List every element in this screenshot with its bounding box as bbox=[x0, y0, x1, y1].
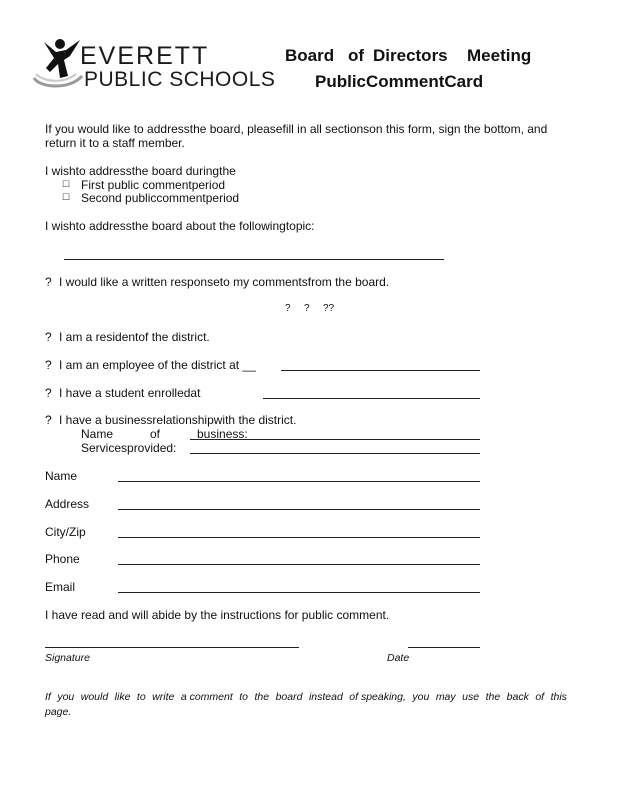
footer-word: you bbox=[57, 691, 75, 703]
services-label: Servicesprovided: bbox=[81, 441, 177, 455]
logo-line-2: PUBLIC SCHOOLS bbox=[84, 68, 276, 91]
phone-input-line[interactable] bbox=[118, 564, 480, 565]
footer-word: this bbox=[550, 691, 567, 703]
footer-word: a comment bbox=[180, 691, 233, 703]
footer-word: If bbox=[45, 691, 51, 703]
intro-line-2: return it to a staff member. bbox=[45, 136, 185, 150]
during-label: I wishto addressthe board duringthe bbox=[45, 164, 236, 178]
response-sub-mark-3: ?? bbox=[323, 303, 335, 314]
name-input-line[interactable] bbox=[118, 481, 480, 482]
district-logo bbox=[30, 36, 280, 96]
footer-word: to bbox=[136, 691, 146, 703]
cityzip-input-line[interactable] bbox=[118, 537, 480, 538]
cityzip-label: City/Zip bbox=[45, 525, 86, 539]
card-title: PublicCommentCard bbox=[315, 72, 484, 91]
date-input-line[interactable] bbox=[408, 647, 480, 648]
footer-word: the bbox=[254, 691, 270, 703]
business-name-input-line[interactable] bbox=[190, 439, 480, 440]
phone-label: Phone bbox=[45, 552, 80, 566]
footer-word: like bbox=[114, 691, 131, 703]
response-checkbox[interactable]: ? bbox=[45, 275, 52, 289]
employee-label: I am an employee of the district at __ bbox=[59, 358, 256, 372]
employee-input-line[interactable] bbox=[281, 370, 480, 371]
footer-word: write bbox=[152, 691, 175, 703]
date-label: Date bbox=[387, 652, 410, 664]
footer-word: instead bbox=[308, 691, 343, 703]
option-1-label: First public commentperiod bbox=[81, 178, 226, 192]
footer-word: use bbox=[462, 691, 480, 703]
business-label: I have a businessrelationshipwith the district. bbox=[59, 413, 297, 427]
footer-line-1 bbox=[45, 691, 567, 704]
signature-label: Signature bbox=[45, 652, 90, 664]
intro-line-1: If you would like to addressthe board, pleasefill in all sectionson this form, sign the bottom, and bbox=[45, 122, 548, 136]
title-word-directors: Directors bbox=[373, 46, 448, 65]
footer-word: you bbox=[412, 691, 430, 703]
address-input-line[interactable] bbox=[118, 509, 480, 510]
footer-word: would bbox=[80, 691, 109, 703]
address-label: Address bbox=[45, 497, 90, 511]
business-checkbox[interactable]: ? bbox=[45, 413, 52, 427]
option-1-checkbox[interactable]: ☐ bbox=[62, 179, 71, 189]
business-name-word-1: Name bbox=[81, 427, 114, 441]
title-word-meeting: Meeting bbox=[467, 46, 532, 65]
footer-word: board bbox=[275, 691, 303, 703]
student-label: I have a student enrolledat bbox=[59, 386, 201, 400]
title-word-board: Board bbox=[285, 46, 335, 65]
topic-label: I wishto addressthe board about the followingtopic: bbox=[45, 219, 315, 233]
topic-input-line[interactable] bbox=[64, 259, 444, 260]
email-input-line[interactable] bbox=[118, 592, 480, 593]
name-label: Name bbox=[45, 469, 78, 483]
footer-line-2: page. bbox=[45, 706, 72, 718]
signature-input-line[interactable] bbox=[45, 647, 299, 648]
business-name-word-3: business: bbox=[197, 427, 248, 441]
response-label: I would like a written responseto my commentsfrom the board. bbox=[59, 275, 390, 289]
employee-checkbox[interactable]: ? bbox=[45, 358, 52, 372]
student-checkbox[interactable]: ? bbox=[45, 386, 52, 400]
resident-checkbox[interactable]: ? bbox=[45, 330, 52, 344]
business-name-word-2: of bbox=[150, 427, 161, 441]
email-label: Email bbox=[45, 580, 76, 594]
footer-word: of speaking, bbox=[349, 691, 406, 703]
resident-label: I am a residentof the district. bbox=[59, 330, 210, 344]
footer-word: of bbox=[535, 691, 545, 703]
option-2-label: Second publiccommentperiod bbox=[81, 191, 240, 205]
option-2-checkbox[interactable]: ☐ bbox=[62, 192, 71, 202]
response-sub-mark-2: ? bbox=[304, 303, 310, 314]
services-input-line[interactable] bbox=[190, 453, 480, 454]
footer-word: may bbox=[435, 691, 456, 703]
title-word-of: of bbox=[348, 46, 365, 65]
logo-line-1: EVERETT bbox=[80, 42, 210, 70]
footer-word: to bbox=[239, 691, 249, 703]
response-sub-mark-1: ? bbox=[285, 303, 291, 314]
footer-word: the bbox=[485, 691, 501, 703]
footer-word: back bbox=[506, 691, 529, 703]
student-input-line[interactable] bbox=[263, 398, 480, 399]
abide-statement: I have read and will abide by the instructions for public comment. bbox=[45, 608, 390, 622]
